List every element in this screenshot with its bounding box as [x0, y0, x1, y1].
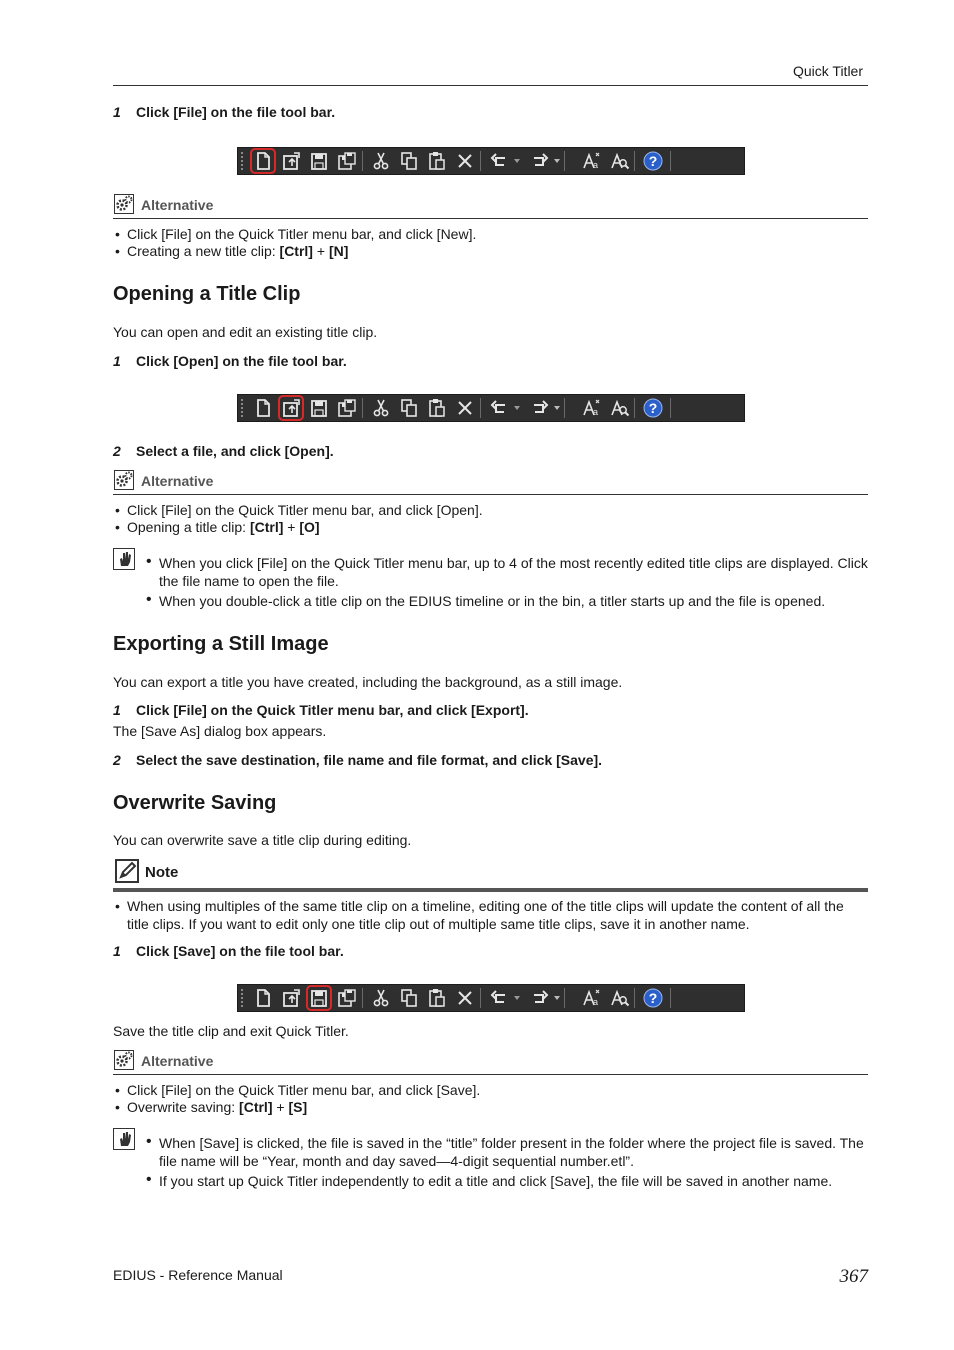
step-text: Click [Save] on the file tool bar.: [136, 943, 344, 959]
help-icon[interactable]: [642, 150, 664, 172]
toolbar-separator: [480, 398, 481, 418]
toolbar-separator: [362, 398, 363, 418]
page-number: 367: [839, 1266, 868, 1287]
step-export: [113, 702, 529, 718]
font-icon[interactable]: [581, 150, 603, 172]
toolbar-separator: [634, 988, 635, 1008]
shortcut-plus: +: [272, 1099, 289, 1115]
toolbar-separator: [480, 151, 481, 171]
running-header: Quick Titler: [792, 63, 863, 79]
undo-icon[interactable]: [488, 397, 524, 419]
step-text: Click [File] on the Quick Titler menu bar, and click [Export].: [136, 702, 529, 718]
hint-hand-icon: [113, 1128, 137, 1150]
list-item: [113, 1099, 868, 1116]
delete-icon[interactable]: [454, 150, 476, 172]
hint-item: • If you start up Quick Titler independently to edit a title and click [Save], the file will be saved in another name.: [146, 1172, 868, 1190]
alternative-label: Alternative: [141, 1053, 214, 1069]
open-icon[interactable]: [280, 150, 302, 172]
preview-icon[interactable]: [609, 150, 631, 172]
section-title-opening: Opening a Title Clip: [113, 283, 301, 305]
copy-icon[interactable]: [398, 397, 420, 419]
note-pencil-icon: [115, 859, 139, 883]
hint-list: [146, 554, 868, 610]
preview-icon[interactable]: [609, 987, 631, 1009]
list-item: • Click [File] on the Quick Titler menu bar, and click [New].: [113, 226, 868, 243]
hint-item: • When [Save] is clicked, the file is saved in the “title” folder present in the folder where the project file is saved. The file name will be “Year, month and day saved—4-digit sequential number.etl”.: [146, 1134, 868, 1170]
toolbar-separator: [362, 151, 363, 171]
svg-text:?: ?: [648, 990, 658, 1006]
section-intro: You can export a title you have created, including the background, as a still image.: [113, 674, 623, 690]
delete-icon[interactable]: [454, 987, 476, 1009]
section-intro: You can open and edit an existing title clip.: [113, 324, 378, 340]
shortcut-key: [Ctrl]: [249, 519, 284, 535]
step-save-destination: [113, 752, 602, 768]
font-icon[interactable]: [581, 987, 603, 1009]
shortcut-text: Opening a title clip:: [127, 519, 250, 535]
shortcut-key: [N]: [328, 243, 349, 259]
shortcut-text: Overwrite saving:: [127, 1099, 240, 1115]
toolbar-separator: [670, 988, 671, 1008]
toolbar-separator: [480, 988, 481, 1008]
step-result: Save the title clip and exit Quick Titler.: [113, 1023, 349, 1039]
highlight-outline: [250, 148, 276, 174]
open-icon[interactable]: [280, 987, 302, 1009]
save-icon[interactable]: [308, 397, 330, 419]
step-select-file: [113, 443, 334, 459]
svg-text:?: ?: [648, 153, 658, 169]
section-intro: You can overwrite save a title clip during editing.: [113, 832, 412, 848]
alternative-header: [113, 1052, 868, 1075]
footer-manual-title: EDIUS - Reference Manual: [113, 1267, 283, 1283]
redo-icon[interactable]: [531, 150, 567, 172]
list-item: [113, 243, 868, 260]
step-number: 1: [113, 353, 121, 369]
new-icon[interactable]: [252, 987, 274, 1009]
save-as-icon[interactable]: [336, 987, 358, 1009]
note-list: [113, 897, 868, 933]
shortcut-text: Creating a new title clip:: [127, 243, 280, 259]
hint-item: • When you double-click a title clip on the EDIUS timeline or in the bin, a titler starts up and the file is opened.: [146, 592, 868, 610]
step-number: 1: [113, 104, 121, 120]
font-icon[interactable]: [581, 397, 603, 419]
help-icon[interactable]: [642, 987, 664, 1009]
copy-icon[interactable]: [398, 150, 420, 172]
step-text: Select a file, and click [Open].: [136, 443, 334, 459]
toolbar-grip[interactable]: [241, 399, 243, 417]
step-text: Click [File] on the file tool bar.: [136, 104, 336, 120]
file-toolbar-new: [237, 147, 745, 175]
help-icon[interactable]: [642, 397, 664, 419]
toolbar-separator: [634, 398, 635, 418]
paste-icon[interactable]: [426, 150, 448, 172]
shortcut-key: [O]: [299, 519, 320, 535]
delete-icon[interactable]: [454, 397, 476, 419]
step-text: Click [Open] on the file tool bar.: [136, 353, 347, 369]
step-number: 2: [113, 752, 121, 768]
step-save: [113, 943, 344, 959]
alternative-header: [113, 196, 868, 219]
hint-item: • When you click [File] on the Quick Titler menu bar, up to 4 of the most recently edited title clips are displayed. Click the file name to open the file.: [146, 554, 868, 590]
copy-icon[interactable]: [398, 987, 420, 1009]
section-title-exporting: Exporting a Still Image: [113, 633, 329, 655]
gears-icon: [114, 470, 134, 490]
step-number: 2: [113, 443, 121, 459]
alternative-label: Alternative: [141, 473, 214, 489]
shortcut-key: [Ctrl]: [239, 1099, 273, 1115]
svg-text:a: a: [593, 407, 599, 417]
alternative-list: [113, 1082, 868, 1116]
hint-list: [146, 1134, 868, 1190]
note-label: Note: [145, 864, 179, 881]
alternative-header: [113, 472, 868, 495]
cut-icon[interactable]: [370, 987, 392, 1009]
note-header: [113, 858, 868, 892]
step-number: 1: [113, 702, 121, 718]
gears-icon: [114, 194, 134, 214]
alternative-list: [113, 226, 868, 260]
step-open: [113, 353, 347, 369]
step-result: The [Save As] dialog box appears.: [113, 723, 327, 739]
new-icon[interactable]: [252, 397, 274, 419]
save-as-icon[interactable]: [336, 397, 358, 419]
svg-text:a: a: [593, 997, 599, 1007]
header-rule: [113, 85, 868, 86]
hint-hand-icon: [113, 548, 137, 570]
toolbar-separator: [670, 151, 671, 171]
toolbar-separator: [362, 988, 363, 1008]
alternative-list: [113, 502, 868, 536]
undo-icon[interactable]: [488, 987, 524, 1009]
shortcut-plus: +: [312, 243, 329, 259]
svg-text:?: ?: [648, 400, 658, 416]
list-item: • Click [File] on the Quick Titler menu bar, and click [Open].: [113, 502, 868, 519]
svg-text:a: a: [593, 160, 599, 170]
toolbar-separator: [634, 151, 635, 171]
file-toolbar-save: [237, 984, 745, 1012]
shortcut-plus: +: [283, 519, 300, 535]
undo-icon[interactable]: [488, 150, 524, 172]
highlight-outline: [306, 985, 332, 1011]
step-new-file: [113, 104, 335, 120]
file-toolbar-open: [237, 394, 745, 422]
toolbar-separator: [670, 398, 671, 418]
step-text: Select the save destination, file name and file format, and click [Save].: [136, 752, 603, 768]
alternative-label: Alternative: [141, 197, 214, 213]
preview-icon[interactable]: [609, 397, 631, 419]
paste-icon[interactable]: [426, 987, 448, 1009]
shortcut-key: [Ctrl]: [279, 243, 313, 259]
list-item: • Click [File] on the Quick Titler menu bar, and click [Save].: [113, 1082, 868, 1099]
cut-icon[interactable]: [370, 397, 392, 419]
toolbar-grip[interactable]: [241, 152, 243, 170]
shortcut-key: [S]: [288, 1099, 308, 1115]
step-number: 1: [113, 943, 121, 959]
highlight-outline: [278, 395, 304, 421]
save-icon[interactable]: [308, 150, 330, 172]
paste-icon[interactable]: [426, 397, 448, 419]
cut-icon[interactable]: [370, 150, 392, 172]
list-item: [113, 519, 868, 536]
redo-icon[interactable]: [531, 987, 567, 1009]
save-as-icon[interactable]: [336, 150, 358, 172]
toolbar-grip[interactable]: [241, 989, 243, 1007]
gears-icon: [114, 1050, 134, 1070]
section-title-overwrite: Overwrite Saving: [113, 792, 277, 814]
list-item: • When using multiples of the same title clip on a timeline, editing one of the title clips will update the content of all the title clips. If you want to edit only one title clip out of multiple same title clips, save it in another name.: [113, 897, 868, 933]
redo-icon[interactable]: [531, 397, 567, 419]
